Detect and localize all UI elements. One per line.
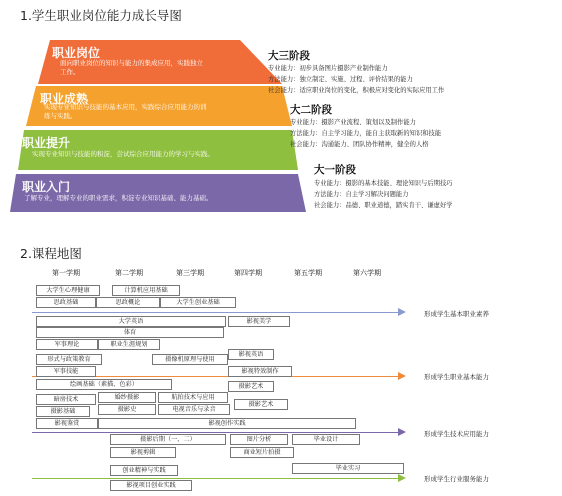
course-box: 商业短片拍摄 bbox=[230, 447, 294, 458]
course-box: 绘画基础（素描、色彩） bbox=[36, 379, 172, 390]
course-box: 影视剪辑 bbox=[110, 447, 176, 458]
pyramid-tier-job-entry bbox=[22, 176, 304, 210]
stage-2-line: 专业能力：摄影产业流程、策划以及制作能力 bbox=[290, 119, 416, 126]
tier-description: 了解专业，理解专业的职业需求，积淀专业知识基础、能力基础。 bbox=[24, 194, 213, 202]
course-box: 大学生创业基础 bbox=[160, 297, 236, 308]
course-box: 影视鉴赏 bbox=[36, 418, 98, 429]
term-1: 第一学期 bbox=[52, 269, 80, 277]
stage-3-line: 社会能力：适应职业岗位的变化，积极应对变化的实际应用工作 bbox=[268, 87, 445, 94]
arrow-heads bbox=[398, 306, 408, 484]
pyramid-tier-job-mature bbox=[40, 88, 290, 126]
goal-service-ability: 形成学生行业服务能力 bbox=[424, 475, 489, 483]
course-box: 影视创作实践 bbox=[98, 418, 356, 429]
course-box: 图片分析 bbox=[230, 434, 288, 445]
pyramid-tier-job-improve bbox=[22, 132, 292, 168]
term-6: 第六学期 bbox=[353, 269, 381, 277]
progress-arrow-4 bbox=[32, 478, 402, 479]
stage-1-line: 方法能力：自主学习解决问题能力 bbox=[314, 191, 409, 198]
stage-1-line: 专业能力：摄影的基本技能、理论知识与后期技巧 bbox=[314, 180, 453, 187]
course-box: 影视英语 bbox=[228, 349, 274, 360]
stage-3-line: 专业能力：初步具备图片摄影产业制作能力 bbox=[268, 65, 388, 72]
tier-description: 实现专业知识与技能的基本应用，实践综合应用能力的训 练与实践。 bbox=[44, 103, 207, 120]
pyramid-tier-job-post bbox=[52, 42, 282, 84]
course-box: 军事技能 bbox=[36, 366, 96, 377]
tier-title: 职业提升 bbox=[22, 136, 71, 150]
course-box: 军事理论 bbox=[36, 339, 98, 350]
tier-title: 职业入门 bbox=[22, 180, 71, 194]
course-box: 摄影史 bbox=[98, 404, 156, 415]
course-box: 摄影艺术 bbox=[234, 399, 288, 410]
course-box: 摄影基础 bbox=[36, 406, 90, 417]
course-box: 毕业实习 bbox=[292, 463, 404, 474]
stage-2-line: 方法能力：自主学习能力，能自主获取新的知识和技能 bbox=[290, 130, 442, 137]
progress-arrow-1 bbox=[32, 312, 402, 313]
term-3: 第三学期 bbox=[176, 269, 204, 277]
course-box: 摄影后期（一、二） bbox=[110, 434, 226, 445]
course-box: 大学生心理健康 bbox=[36, 285, 100, 296]
goal-basic-ability: 形成学生职业基本能力 bbox=[424, 373, 489, 381]
tier-description: 面向职业岗位的知识与能力的集成应用，实践独立 工作。 bbox=[60, 59, 203, 76]
course-box: 大学英语 bbox=[36, 316, 226, 327]
term-2: 第二学期 bbox=[115, 269, 143, 277]
course-box: 形式与政策教育 bbox=[36, 354, 102, 365]
stage-1-line: 社会能力：品德、职业道德，踏实肯干、谦虚好学 bbox=[314, 202, 453, 209]
course-box: 毕业设计 bbox=[292, 434, 360, 445]
course-box: 思政基础 bbox=[36, 297, 96, 308]
tier-description: 实现专业知识与技能的积淀，尝试综合应用能力的学习与实践。 bbox=[32, 150, 214, 158]
course-box: 航拍技术与应用 bbox=[158, 392, 228, 403]
tier-title: 职业岗位 bbox=[52, 46, 101, 60]
goal-basic-literacy: 形成学生基本职业素养 bbox=[424, 310, 489, 318]
stage-1-title: 大一阶段 bbox=[314, 164, 356, 176]
stage-3-title: 大三阶段 bbox=[268, 50, 310, 62]
course-box: 电视音乐与录音 bbox=[158, 404, 230, 415]
course-box: 创业精神与实践 bbox=[110, 465, 178, 476]
tier-title: 职业成熟 bbox=[40, 92, 89, 106]
goal-applied-ability: 形成学生技术应用能力 bbox=[424, 430, 489, 438]
course-box: 暗房技术 bbox=[36, 394, 96, 405]
term-4: 第四学期 bbox=[234, 269, 262, 277]
course-box: 职业生涯规划 bbox=[98, 339, 160, 350]
course-box: 婚纱摄影 bbox=[98, 392, 156, 403]
course-box: 摄像机原理与使用 bbox=[152, 354, 228, 365]
course-box: 摄影艺术 bbox=[228, 381, 274, 392]
section-2-title: 2.课程地图 bbox=[20, 246, 82, 261]
course-box: 体育 bbox=[36, 327, 224, 338]
section-1-title: 1.学生职业岗位能力成长导图 bbox=[20, 8, 182, 23]
course-box: 计算机应用基础 bbox=[112, 285, 180, 296]
stage-2-line: 社会能力：沟通能力、团队协作精神，健全的人格 bbox=[290, 141, 429, 148]
course-box: 思政概论 bbox=[96, 297, 160, 308]
stage-3-line: 方法能力：独立制定、实施、过程、评价结果的能力 bbox=[268, 76, 413, 83]
course-box: 影视项目创业实践 bbox=[110, 480, 192, 491]
stage-2-title: 大二阶段 bbox=[290, 104, 332, 116]
course-box: 影视特效制作 bbox=[228, 366, 292, 377]
course-box: 影视美学 bbox=[228, 316, 290, 327]
progress-arrow-3 bbox=[32, 432, 402, 433]
term-5: 第五学期 bbox=[294, 269, 322, 277]
